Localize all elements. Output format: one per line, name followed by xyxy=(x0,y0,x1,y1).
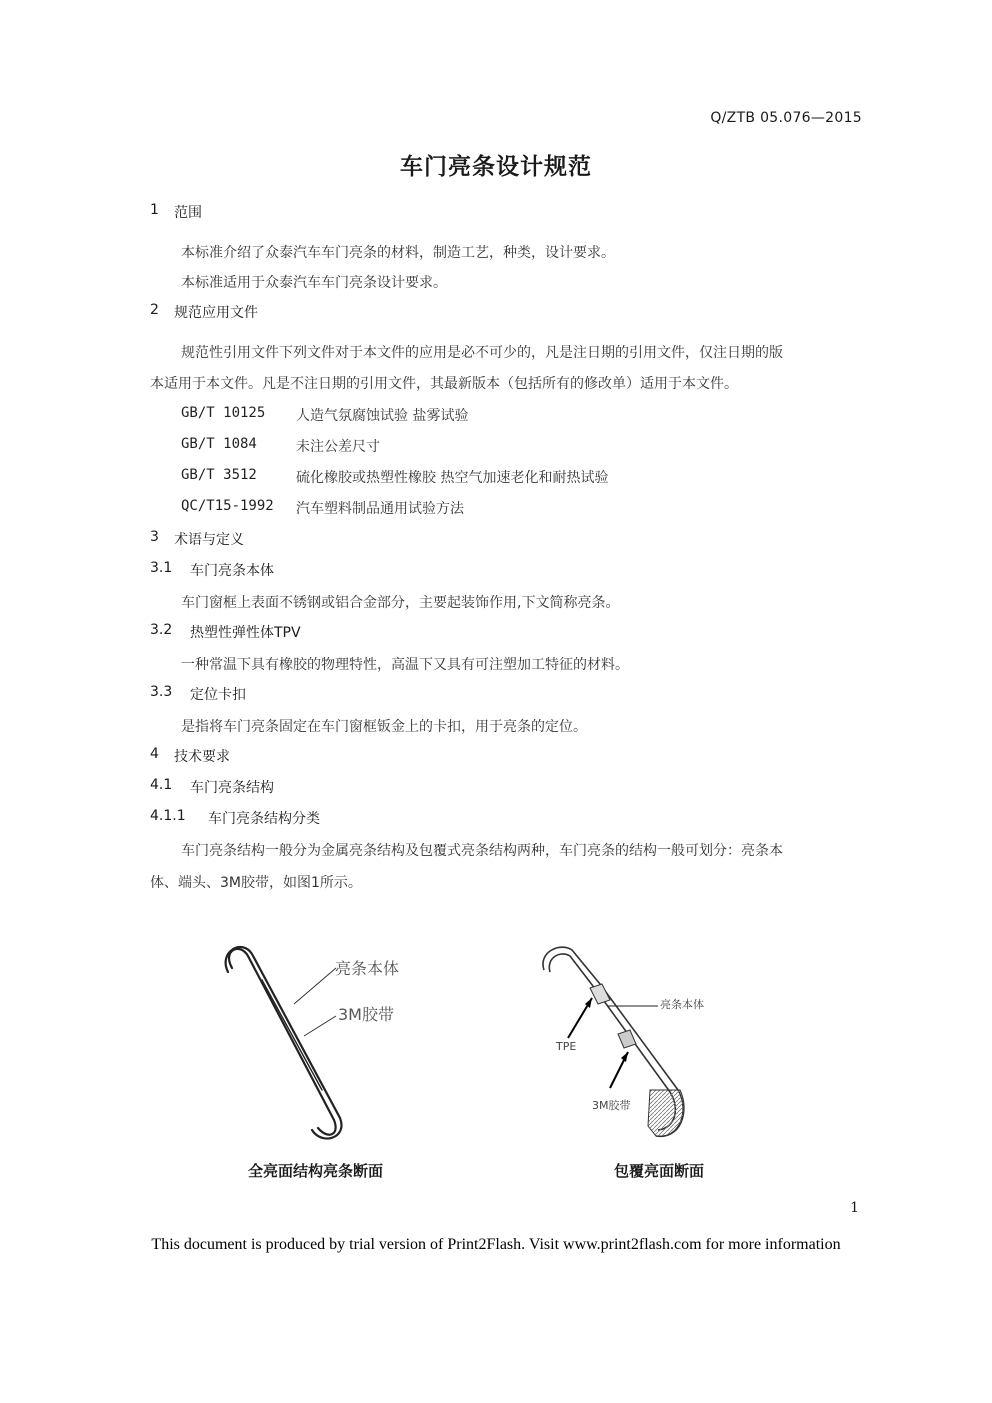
section-3-number: 3 xyxy=(150,529,159,545)
reference-code: GB/T 10125 xyxy=(181,405,266,421)
left-figure-label-strip-body: 亮条本体 xyxy=(335,959,400,978)
right-figure-caption: 包覆亮面断面 xyxy=(614,1162,705,1180)
section-4-1-1-heading: 车门亮条结构分类 xyxy=(208,811,320,827)
section-3-3-number: 3.3 xyxy=(150,684,173,700)
section-2-paragraph-line-1: 规范性引用文件下列文件对于本文件的应用是必不可少的，凡是注日期的引用文件，仅注日期的版 xyxy=(181,345,783,361)
section-3-1-heading: 车门亮条本体 xyxy=(190,563,274,579)
section-3-2-number: 3.2 xyxy=(150,622,173,638)
right-figure-label-strip-body: 亮条本体 xyxy=(660,998,704,1011)
section-1-paragraph-2: 本标准适用于众泰汽车车门亮条设计要求。 xyxy=(181,275,447,291)
section-1-paragraph-1: 本标准介绍了众泰汽车车门亮条的材料，制造工艺，种类，设计要求。 xyxy=(181,245,615,261)
reference-code: QC/T15-1992 xyxy=(181,498,274,514)
section-2-number: 2 xyxy=(150,302,159,318)
section-4-1-1-number: 4.1.1 xyxy=(150,808,186,824)
section-4-1-1-paragraph-line-2: 体、端头、3M胶带，如图1所示。 xyxy=(150,875,362,891)
section-2-paragraph-line-2: 本适用于本文件。凡是不注日期的引用文件，其最新版本（包括所有的修改单）适用于本文件。 xyxy=(150,376,738,392)
right-figure-label-tpe: TPE xyxy=(556,1040,577,1053)
document-code: Q/ZTB 05.076—2015 xyxy=(710,110,862,126)
reference-code: GB/T 3512 xyxy=(181,467,257,483)
section-4-1-heading: 车门亮条结构 xyxy=(190,780,274,796)
section-3-heading: 术语与定义 xyxy=(174,532,244,548)
reference-name: 汽车塑料制品通用试验方法 xyxy=(296,501,464,517)
section-3-3-text: 是指将车门亮条固定在车门窗框钣金上的卡扣，用于亮条的定位。 xyxy=(181,719,587,735)
document-title: 车门亮条设计规范 xyxy=(400,154,592,180)
reference-code: GB/T 1084 xyxy=(181,436,257,452)
section-3-1-number: 3.1 xyxy=(150,560,173,576)
trial-version-footer: This document is produced by trial version of Print2Flash. Visit www.print2flash.com for more information xyxy=(151,1236,841,1253)
page-number: 1 xyxy=(850,1200,859,1216)
section-4-heading: 技术要求 xyxy=(174,749,230,765)
section-3-1-text: 车门窗框上表面不锈钢或铝合金部分，主要起装饰作用,下文简称亮条。 xyxy=(181,595,620,611)
section-1-number: 1 xyxy=(150,202,159,218)
section-4-1-1-paragraph-line-1: 车门亮条结构一般分为金属亮条结构及包覆式亮条结构两种，车门亮条的结构一般可划分：亮条本 xyxy=(181,843,783,859)
left-figure-label-3m-tape: 3M胶带 xyxy=(338,1005,394,1024)
reference-name: 硫化橡胶或热塑性橡胶 热空气加速老化和耐热试验 xyxy=(296,470,609,486)
left-figure-caption: 全亮面结构亮条断面 xyxy=(248,1162,384,1180)
section-1-heading: 范围 xyxy=(174,205,202,221)
section-3-2-heading: 热塑性弹性体TPV xyxy=(190,625,301,641)
section-4-number: 4 xyxy=(150,746,159,762)
section-2-heading: 规范应用文件 xyxy=(174,305,258,321)
right-figure-label-3m-tape: 3M胶带 xyxy=(592,1099,631,1112)
section-3-3-heading: 定位卡扣 xyxy=(190,687,246,703)
section-3-2-text: 一种常温下具有橡胶的物理特性，高温下又具有可注塑加工特征的材料。 xyxy=(181,657,629,673)
reference-name: 人造气氛腐蚀试验 盐雾试验 xyxy=(296,408,469,424)
section-4-1-number: 4.1 xyxy=(150,777,173,793)
reference-name: 未注公差尺寸 xyxy=(296,439,380,455)
